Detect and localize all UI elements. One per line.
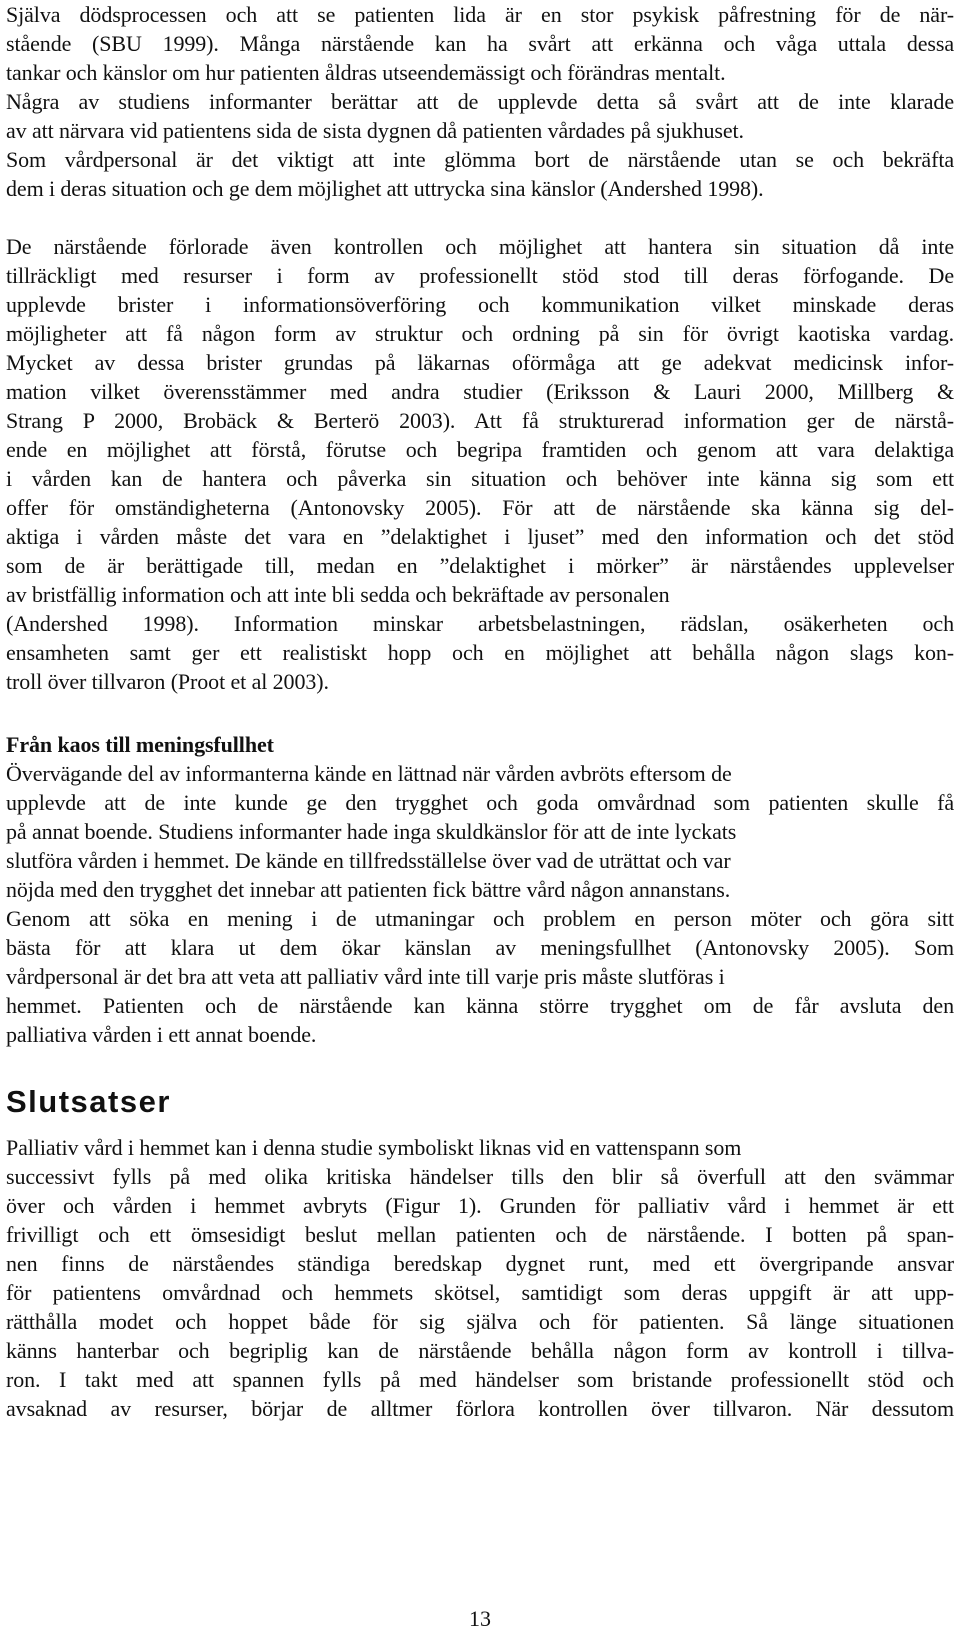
paragraph-2-line: ensamheten samt ger ett realistiskt hopp och en möjlighet att behålla någon slags kon- [6, 640, 954, 665]
paragraph-2-line: mation vilket överensstämmer med andra studier (Eriksson & Lauri 2000, Millberg & [6, 379, 954, 404]
paragraph-1-line: Några av studiens informanter berättar att de upplevde detta så svårt att de inte klarade [6, 89, 954, 114]
paragraph-2-line: tillräckligt med resurser i form av professionellt stöd stod till deras förfogande. De [6, 263, 954, 288]
paragraph-4-line: successivt fylls på med olika kritiska händelser tills den blir så överfull att den svämmar [6, 1164, 954, 1189]
paragraph-3-line: palliativa vården i ett annat boende. [6, 1022, 317, 1047]
paragraph-2-line: ende en möjlighet att förstå, förutse och begripa framtiden och genom att vara delaktiga [6, 437, 954, 462]
paragraph-3-line: upplevde att de inte kunde ge den trygghet och goda omvårdnad som patienten skulle få [6, 790, 954, 815]
paragraph-1-line: dem i deras situation och ge dem möjlighet att uttrycka sina känslor (Andershed 1998). [6, 176, 764, 201]
paragraph-2-line: troll över tillvaron (Proot et al 2003). [6, 669, 329, 694]
paragraph-4-line: Palliativ vård i hemmet kan i denna studie symboliskt liknas vid en vattenspann som [6, 1135, 742, 1160]
paragraph-3-line: nöjda med den trygghet det innebar att patienten fick bättre vård någon annanstans. [6, 877, 731, 902]
paragraph-3-line: Genom att söka en mening i de utmaningar och problem en person möter och göra sitt [6, 906, 954, 931]
paragraph-1-line: tankar och känslor om hur patienten åldras utseendemässigt och förändras mentalt. [6, 60, 726, 85]
paragraph-3-line: vårdpersonal är det bra att veta att palliativ vård inte till varje pris måste slutföras i [6, 964, 725, 989]
paragraph-3-line: bästa för att klara ut dem ökar känslan av meningsfullhet (Antonovsky 2005). Som [6, 935, 954, 960]
paragraph-2-line: aktiga i vården måste det vara en ”delaktighet i ljuset” med den information och det stöd [6, 524, 954, 549]
paragraph-2-line: i vården kan de hantera och påverka sin situation och behöver inte känna sig som ett [6, 466, 954, 491]
paragraph-2-line: möjligheter att få någon form av struktur och ordning på sin för övrigt kaotiska vardag. [6, 321, 954, 346]
paragraph-4-line: över och vården i hemmet avbryts (Figur 1). Grunden för palliativ vård i hemmet är ett [6, 1193, 954, 1218]
paragraph-2-line: (Andershed 1998). Information minskar arbetsbelastningen, rädslan, osäkerheten och [6, 611, 954, 636]
paragraph-4-line: nen finns de närståendes ständiga beredskap dygnet runt, med ett övergripande ansvar [6, 1251, 954, 1276]
paragraph-2-line: Mycket av dessa brister grundas på läkarnas oförmåga att ge adekvat medicinsk infor- [6, 350, 954, 375]
paragraph-4-line: frivilligt och ett ömsesidigt beslut mellan patienten och de närstående. I botten på span- [6, 1222, 954, 1247]
paragraph-4-line: ron. I takt med att spannen fylls på med händelser som bristande professionellt stöd och [6, 1367, 954, 1392]
paragraph-2-line: Strang P 2000, Brobäck & Berterö 2003). Att få strukturerad information ger de närstå- [6, 408, 954, 433]
section-heading: Slutsatser [6, 1084, 171, 1119]
paragraph-3-line: Övervägande del av informanterna kände en lättnad när vården avbröts eftersom de [6, 761, 732, 786]
subheading: Från kaos till meningsfullhet [6, 732, 274, 757]
paragraph-4-line: känns hanterbar och begriplig kan de närstående behålla någon form av kontroll i tillva- [6, 1338, 954, 1363]
paragraph-4-line: rätthålla modet och hoppet både för sig själva och för patienten. Så länge situationen [6, 1309, 954, 1334]
page-number: 13 [469, 1606, 491, 1631]
paragraph-1-line: stående (SBU 1999). Många närstående kan ha svårt att erkänna och våga uttala dessa [6, 31, 954, 56]
paragraph-4-line: för patientens omvårdnad och hemmets skötsel, samtidigt som deras uppgift är att upp- [6, 1280, 954, 1305]
paragraph-3-line: på annat boende. Studiens informanter hade inga skuldkänslor för att de inte lyckats [6, 819, 737, 844]
paragraph-1-line: Som vårdpersonal är det viktigt att inte glömma bort de närstående utan se och bekräfta [6, 147, 954, 172]
paragraph-4-line: avsaknad av resurser, börjar de alltmer förlora kontrollen över tillvaron. När dessutom [6, 1396, 954, 1421]
paragraph-3-line: slutföra vården i hemmet. De kände en tillfredsställelse över vad de uträttat och var [6, 848, 731, 873]
paragraph-3-line: hemmet. Patienten och de närstående kan känna större trygghet om de får avsluta den [6, 993, 954, 1018]
paragraph-2-line: offer för omständigheterna (Antonovsky 2005). För att de närstående ska känna sig del- [6, 495, 954, 520]
paragraph-2-line: av bristfällig information och att inte bli sedda och bekräftade av personalen [6, 582, 670, 607]
paragraph-2-line: som de är berättigade till, medan en ”delaktighet i mörker” är närståendes upplevelser [6, 553, 954, 578]
paragraph-1-line: av att närvara vid patientens sida de sista dygnen då patienten vårdades på sjukhuset. [6, 118, 744, 143]
paragraph-2-line: De närstående förlorade även kontrollen och möjlighet att hantera sin situation då inte [6, 234, 954, 259]
paragraph-1-line: Själva dödsprocessen och att se patienten lida är en stor psykisk påfrestning för de när- [6, 2, 954, 27]
paragraph-2-line: upplevde brister i informationsöverföring och kommunikation vilket minskade deras [6, 292, 954, 317]
